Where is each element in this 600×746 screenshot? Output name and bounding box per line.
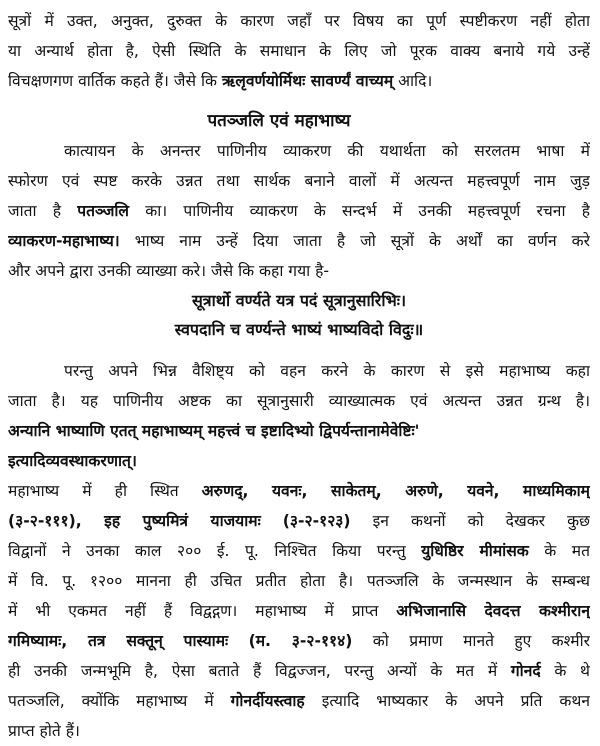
sutra-reference: (म. ३-२-११४) bbox=[248, 632, 353, 650]
text-span: भाष्य नाम उन्हें दिया जाता है जो सूत्रों के अर्थों का वर्णन करे bbox=[134, 232, 590, 250]
text-line bbox=[8, 626, 590, 656]
text-line bbox=[8, 686, 590, 716]
text-line: जाता है। यह पाणिनीय अष्टक का सूत्रानुसारी व्याख्यात्मक एवं अत्यन्त उन्नत ग्रन्थ है। bbox=[8, 392, 590, 410]
text-span: के थे bbox=[554, 662, 590, 680]
text-line: परन्तु अपने भिन्न वैशिष्ट्य को वहन करने के कारण से इसे महाभाष्य कहा bbox=[64, 362, 590, 380]
quoted-examples: गमिष्यामः, तत्र सक्तून् पास्यामः bbox=[8, 632, 229, 650]
verse-line: सूत्रार्थो वर्ण्यते यत्र पदं सूत्रानुसारिभिः। bbox=[191, 291, 407, 310]
text-line: इत्यादिव्यवस्थाकरणात्। bbox=[8, 452, 137, 470]
text-line bbox=[8, 476, 590, 506]
date-birthplace-paragraph bbox=[8, 476, 590, 746]
text-line: में वि. पू. १२०० मानना ही उचित प्रतीत होता है। पतञ्जलि के जन्मस्थान के सम्बन्ध bbox=[8, 572, 590, 590]
patanjali-paragraph bbox=[8, 136, 590, 286]
text-line: स्फोरण एवं स्पष्ट करके उन्नत तथा सार्थक बनाने वालों में अत्यन्त महत्त्वपूर्ण नाम जुड़ bbox=[8, 172, 590, 190]
text-span: इत्यादि भाष्यकार के अपने प्रति कथन bbox=[321, 692, 590, 710]
text-line: अन्यानि भाष्याणि एतत् महाभाष्यम् महत्त्वं च इष्टादिभ्यो द्विपर्यन्तानामेवेष्टिः' bbox=[8, 422, 420, 440]
text-line bbox=[8, 196, 590, 226]
text-span: महाभाष्य में ही स्थित bbox=[8, 482, 179, 500]
text-span: आदि। bbox=[398, 72, 433, 90]
quoted-examples: गोनर्दीयस्त्वाह bbox=[230, 692, 305, 710]
mahabhashya-paragraph bbox=[8, 356, 590, 476]
vartika-example: ऋलृवर्णयोर्मिथः सावर्ण्यं वाच्यम् bbox=[221, 72, 394, 90]
text-line bbox=[8, 66, 590, 96]
text-span: के मत bbox=[544, 542, 590, 560]
text-line bbox=[8, 226, 590, 256]
text-line: सूत्रों में उक्त, अनुक्त, दुरुक्त के कारण जहाँ पर विषय का पूर्ण स्पष्टीकरण नहीं होता bbox=[8, 12, 590, 30]
text-span: ही उनकी जन्मभूमि है, ऐसा बताते हैं विद्वज्जन, परन्तु अन्यों के मत में bbox=[8, 662, 498, 680]
sutra-reference: (३-२-१२३) bbox=[282, 512, 351, 530]
quoted-examples: अरुणद्, यवनः, साकेतम्, अरुणे, यवने, माध्यमिकाम् bbox=[201, 482, 590, 500]
text-span: विद्वानों ने उनका काल २०० ई. पू. निश्चित किया परन्तु bbox=[8, 542, 406, 560]
quoted-examples: अभिजानासि देवदत्त कश्मीरान् bbox=[396, 602, 590, 620]
text-span: जाता है bbox=[8, 202, 62, 220]
text-line bbox=[8, 536, 590, 566]
quoted-examples: (३-२-१११), इह पुष्यमित्रं याजयामः bbox=[8, 512, 261, 530]
text-span: इन कथनों को देखकर कुछ bbox=[372, 512, 590, 530]
text-line: या अन्यार्थ होता है, ऐसी स्थिति के समाधान के लिए जो पूरक वाक्य बनाये गये उन्हें bbox=[8, 42, 590, 60]
section-heading: पतञ्जलि एवं महाभाष्य bbox=[207, 111, 351, 131]
text-span: का। पाणिनीय व्याकरण के सन्दर्भ में उनकी महत्त्वपूर्ण रचना है bbox=[145, 202, 590, 220]
text-span: विचक्षणगण वार्तिक कहते हैं। जैसे कि bbox=[8, 72, 217, 90]
text-span: में भी एकमत नहीं हैं विद्वद्गण। महाभाष्य में प्राप्त bbox=[8, 602, 379, 620]
text-line: कात्यायन के अनन्तर पाणिनीय व्याकरण की यथार्थता को सरलतम भाषा में bbox=[64, 142, 590, 160]
paragraph-gap bbox=[8, 344, 590, 356]
text-line: प्राप्त होते हैं। bbox=[8, 722, 80, 740]
text-span: को प्रमाण मानते हुए कश्मीर bbox=[372, 632, 590, 650]
text-span: पतञ्जलि, क्योंकि महाभाष्य में bbox=[8, 692, 214, 710]
text-line bbox=[8, 506, 590, 536]
text-line: और अपने द्वारा उनकी व्याख्या करे। जैसे कि कहा गया है- bbox=[8, 262, 330, 280]
work-title: व्याकरण-महाभाष्य। bbox=[8, 232, 120, 250]
text-line bbox=[8, 596, 590, 626]
verse-line: स्वपदानि च वर्ण्यन्ते भाष्यं भाष्यविदो विदुः॥ bbox=[174, 320, 424, 339]
scholar-name: युधिष्ठिर मीमांसक bbox=[421, 542, 529, 560]
intro-paragraph bbox=[8, 6, 590, 96]
place-name: गोनर्द bbox=[510, 662, 541, 680]
author-name: पतञ्जलि bbox=[77, 202, 130, 220]
text-line bbox=[8, 656, 590, 686]
sanskrit-verse bbox=[8, 286, 590, 344]
